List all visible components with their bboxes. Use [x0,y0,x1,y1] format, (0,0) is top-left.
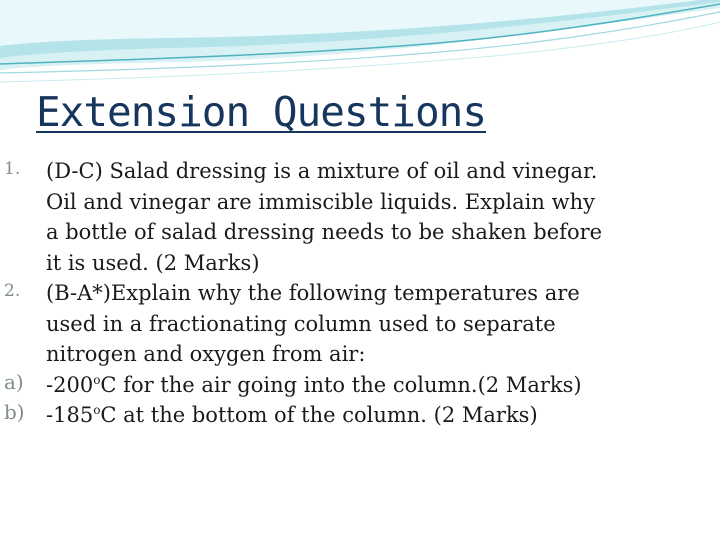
text-line: a bottle of salad dressing needs to be shaken before [46,220,603,244]
text-line: (D-C) Salad dressing is a mixture of oil and vinegar. [46,159,598,183]
list-marker: 2. [4,281,21,301]
text-line: it is used. (2 Marks) [46,250,260,275]
text-rest: C at the bottom of the column. (2 Marks) [100,403,538,427]
question-2 [0,278,646,370]
text-line: nitrogen and oxygen from air: [46,342,366,366]
list-marker: a) [4,369,24,394]
question-2-text [46,278,646,370]
degree-symbol: o [93,403,101,417]
temperature-value: -185 [46,403,94,427]
degree-symbol: o [93,372,101,387]
question-1 [0,156,646,278]
header-wave-decoration [0,0,720,90]
question-2a [0,370,646,401]
question-1-text [46,156,646,278]
question-2b [0,400,646,431]
question-2b-text [46,400,646,431]
slide-title: Extension Questions [36,88,486,136]
text-line: (B-A*)Explain why the following temperatures are [46,281,580,305]
text-line: used in a fractionating column used to separate [46,311,556,336]
temperature-value: -200 [46,372,94,397]
question-2a-text [46,370,646,401]
list-marker: b) [4,400,25,424]
text-line: Oil and vinegar are immiscible liquids. Explain why [46,189,595,214]
list-marker: 1. [4,159,21,179]
question-list [0,156,720,431]
text-rest: C for the air going into the column.(2 Marks) [100,372,582,397]
